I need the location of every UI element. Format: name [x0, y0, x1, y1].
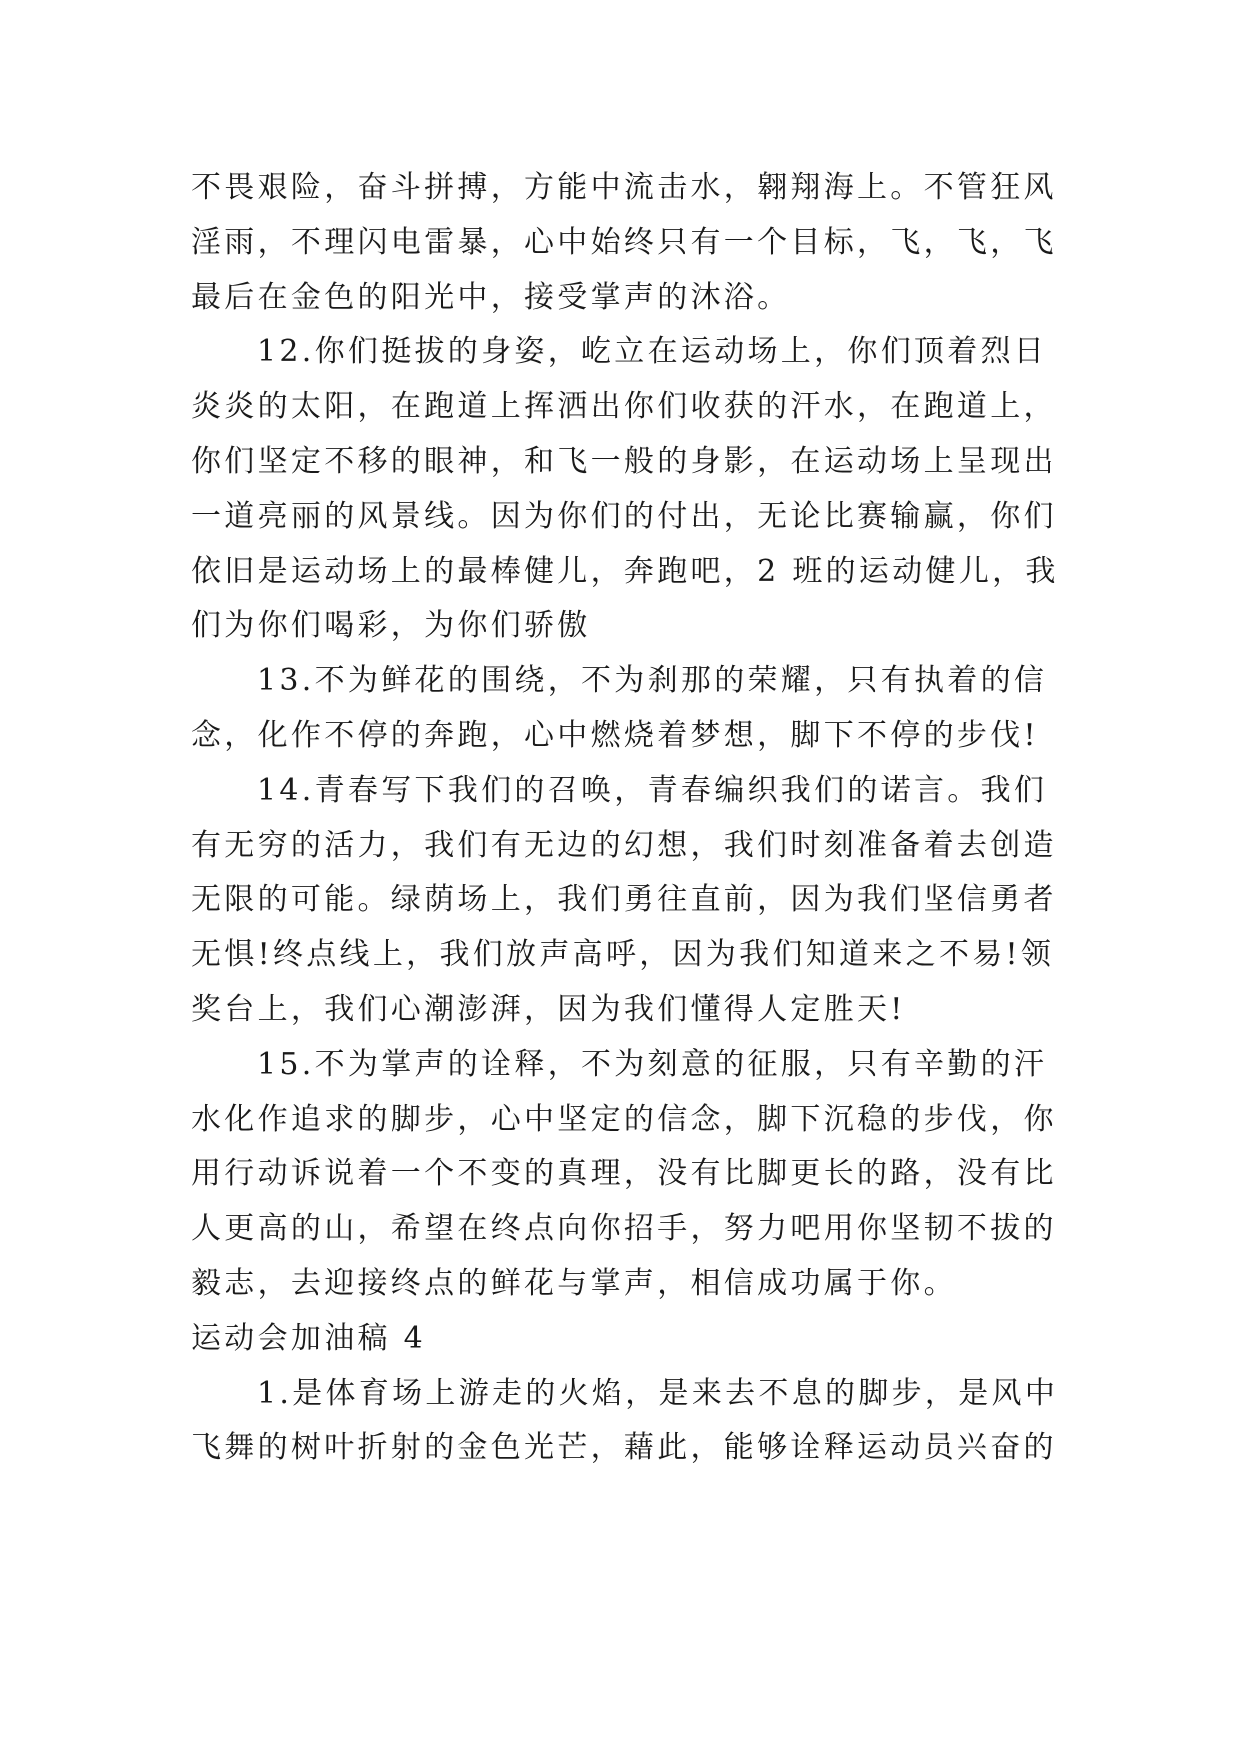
text-line: 一道亮丽的风景线。因为你们的付出，无论比赛输赢，你们 — [191, 498, 1057, 534]
text-line: 不畏艰险，奋斗拼搏，方能中流击水，翱翔海上。不管狂风 — [191, 170, 1057, 205]
text-line: 依旧是运动场上的最棒健儿，奔跑吧，2 班的运动健儿，我 — [191, 553, 1059, 589]
text-line: 水化作追求的脚步，心中坚定的信念，脚下沉稳的步伐，你 — [191, 1101, 1057, 1137]
text-line: 用行动诉说着一个不变的真理，没有比脚更长的路，没有比 — [191, 1156, 1057, 1192]
text-line: 淫雨，不理闪电雷暴，心中始终只有一个目标，飞，飞，飞 — [191, 224, 1057, 260]
text-line: 奖台上，我们心潮澎湃，因为我们懂得人定胜天! — [191, 991, 906, 1027]
text-line: 有无穷的活力，我们有无边的幻想，我们时刻准备着去创造 — [191, 827, 1057, 863]
text-line: 无惧!终点线上，我们放声高呼，因为我们知道来之不易!领 — [191, 937, 1055, 973]
text-line: 14.青春写下我们的召唤，青春编织我们的诺言。我们 — [257, 772, 1048, 808]
text-line: 15.不为掌声的诠释，不为刻意的征服，只有辛勤的汗 — [257, 1046, 1048, 1082]
text-line: 人更高的山，希望在终点向你招手，努力吧用你坚韧不拔的 — [191, 1211, 1057, 1247]
section-heading: 运动会加油稿 4 — [191, 1320, 427, 1356]
text-line: 13.不为鲜花的围绕，不为刹那的荣耀，只有执着的信 — [257, 663, 1048, 699]
text-line: 12.你们挺拔的身姿，屹立在运动场上，你们顶着烈日 — [257, 334, 1048, 370]
text-line: 们为你们喝彩，为你们骄傲 — [191, 608, 591, 644]
text-line: 最后在金色的阳光中，接受掌声的沐浴。 — [191, 279, 791, 315]
document-body — [191, 161, 1061, 1476]
text-line: 炎炎的太阳，在跑道上挥洒出你们收获的汗水，在跑道上， — [191, 389, 1057, 425]
text-line: 念，化作不停的奔跑，心中燃烧着梦想，脚下不停的步伐! — [191, 717, 1039, 753]
text-line: 你们坚定不移的眼神，和飞一般的身影，在运动场上呈现出 — [191, 443, 1057, 479]
text-line: 1.是体育场上游走的火焰，是来去不息的脚步，是风中 — [257, 1375, 1059, 1411]
text-line: 无限的可能。绿荫场上，我们勇往直前，因为我们坚信勇者 — [191, 882, 1057, 918]
text-line: 飞舞的树叶折射的金色光芒，藉此，能够诠释运动员兴奋的 — [191, 1430, 1057, 1466]
text-line: 毅志，去迎接终点的鲜花与掌声，相信成功属于你。 — [191, 1265, 957, 1301]
